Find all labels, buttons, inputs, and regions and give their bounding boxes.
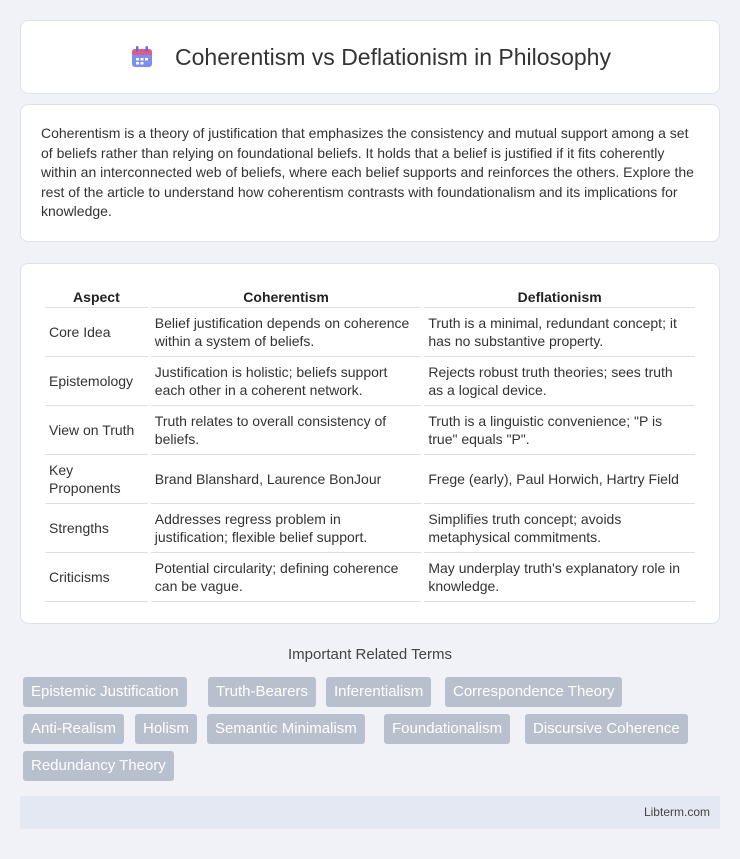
table-row — [45, 455, 695, 504]
row-aspect: Key Proponents — [45, 455, 148, 504]
row-aspect: Criticisms — [45, 553, 148, 602]
table-header-row — [45, 284, 695, 308]
footer-site-link[interactable]: Libterm.com — [643, 805, 710, 819]
row-coherentism: Belief justification depends on coherence within a system of beliefs. — [151, 308, 422, 357]
tag-discursive-coherence[interactable]: Discursive Coherence — [525, 714, 688, 744]
row-deflationism: Truth is a linguistic convenience; "P is true" equals "P". — [424, 406, 695, 455]
column-header-deflationism: Deflationism — [424, 284, 695, 308]
row-coherentism: Brand Blanshard, Laurence BonJour — [151, 455, 422, 504]
tag-truth-bearers[interactable]: Truth-Bearers — [208, 677, 316, 707]
comparison-table — [42, 284, 698, 602]
row-deflationism: Frege (early), Paul Horwich, Hartry Field — [424, 455, 695, 504]
table-row — [45, 406, 695, 455]
row-coherentism: Potential circularity; defining coherence can be vague. — [151, 553, 422, 602]
tag-inferentialism[interactable]: Inferentialism — [326, 677, 431, 707]
row-coherentism: Justification is holistic; beliefs support each other in a coherent network. — [151, 357, 422, 406]
row-aspect: View on Truth — [45, 406, 148, 455]
row-deflationism: Truth is a minimal, redundant concept; it has no substantive property. — [424, 308, 695, 357]
table-row — [45, 308, 695, 357]
row-aspect: Epistemology — [45, 357, 148, 406]
table-row — [45, 357, 695, 406]
page-title: Coherentism vs Deflationism in Philosophy — [175, 43, 611, 70]
tag-redundancy-theory[interactable]: Redundancy Theory — [23, 751, 174, 781]
row-aspect: Core Idea — [45, 308, 148, 357]
intro-text: Coherentism is a theory of justification that emphasizes the consistency and mutual support among a set of beliefs rather than relying on foundational beliefs. It holds that a belief is justified if it fits coherently within an interconnected web of beliefs, where each belief supports and reinforces the others. Explore the rest of the article to understand how coherentism contrasts with foundationalism and its implications for knowledge. — [41, 125, 694, 219]
row-deflationism: Simplifies truth concept; avoids metaphysical commitments. — [424, 504, 695, 553]
intro-card — [20, 104, 720, 242]
header-card — [20, 20, 720, 94]
tag-correspondence-theory[interactable]: Correspondence Theory — [445, 677, 622, 707]
table-row — [45, 553, 695, 602]
column-header-aspect: Aspect — [45, 284, 148, 308]
row-coherentism: Truth relates to overall consistency of beliefs. — [151, 406, 422, 455]
calendar-icon — [129, 44, 155, 70]
table-row — [45, 504, 695, 553]
footer — [20, 796, 720, 829]
related-terms-title: Important Related Terms — [288, 646, 452, 663]
tag-anti-realism[interactable]: Anti-Realism — [23, 714, 124, 744]
column-header-coherentism: Coherentism — [151, 284, 422, 308]
row-aspect: Strengths — [45, 504, 148, 553]
tag-holism[interactable]: Holism — [135, 714, 197, 744]
row-coherentism: Addresses regress problem in justification; flexible belief support. — [151, 504, 422, 553]
row-deflationism: May underplay truth's explanatory role in knowledge. — [424, 553, 695, 602]
row-deflationism: Rejects robust truth theories; sees truth as a logical device. — [424, 357, 695, 406]
tag-semantic-minimalism[interactable]: Semantic Minimalism — [207, 714, 365, 744]
comparison-table-card — [20, 263, 720, 624]
tag-epistemic-justification[interactable]: Epistemic Justification — [23, 677, 187, 707]
tag-foundationalism[interactable]: Foundationalism — [384, 714, 510, 744]
